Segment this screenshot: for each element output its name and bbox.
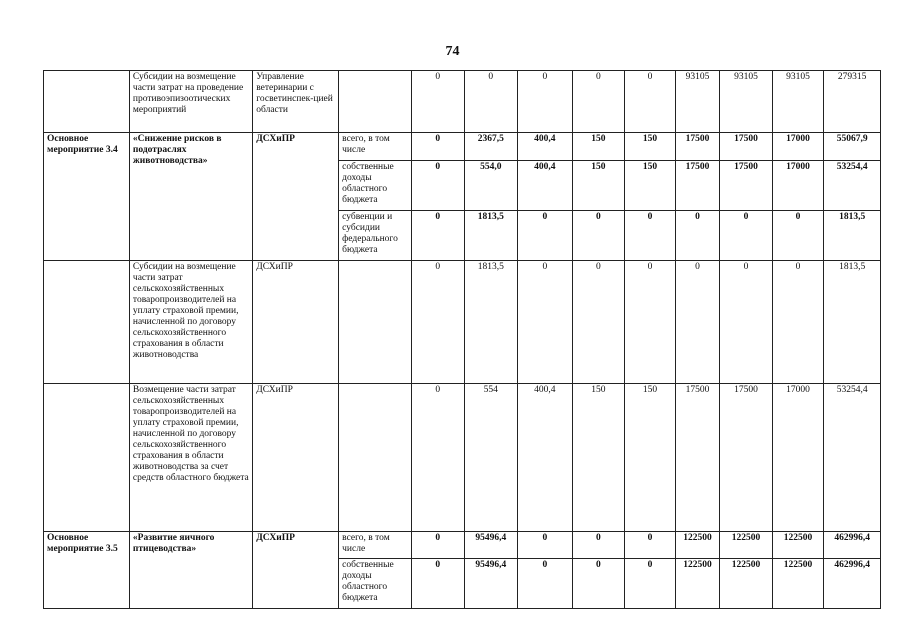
value-cell: 0 (625, 261, 676, 384)
value-cell: 0 (625, 211, 676, 261)
measure-name-cell: Субсидии на возмещение части затрат на проведение противоэпизоотических мероприятий (129, 71, 252, 133)
value-cell: 0 (518, 261, 573, 384)
value-cell: 0 (572, 559, 625, 609)
value-cell: 0 (518, 532, 573, 559)
value-cell: 150 (625, 133, 676, 161)
value-cell: 0 (464, 71, 518, 133)
value-cell: 2367,5 (464, 133, 518, 161)
value-cell: 0 (625, 71, 676, 133)
value-cell: 0 (772, 211, 824, 261)
event-cell (44, 384, 130, 532)
value-cell: 0 (720, 211, 773, 261)
value-cell: 95496,4 (464, 559, 518, 609)
funding-source-cell: собственные доходы областного бюджета (339, 559, 412, 609)
table-row (44, 71, 881, 133)
funding-source-cell (339, 384, 412, 532)
value-cell: 554,0 (464, 161, 518, 211)
table-row (44, 384, 881, 532)
value-cell: 0 (411, 211, 464, 261)
value-cell: 462996,4 (824, 559, 881, 609)
value-cell: 0 (411, 261, 464, 384)
value-cell: 0 (572, 532, 625, 559)
measure-name-cell: «Снижение рисков в подотраслях животноводства» (129, 133, 252, 261)
value-cell: 1813,5 (824, 211, 881, 261)
value-cell: 1813,5 (464, 211, 518, 261)
value-cell: 0 (675, 261, 719, 384)
value-cell: 0 (572, 71, 625, 133)
event-cell: Основное мероприятие 3.4 (44, 133, 130, 261)
value-cell: 554 (464, 384, 518, 532)
value-cell: 0 (411, 133, 464, 161)
value-cell: 1813,5 (824, 261, 881, 384)
value-cell: 93105 (675, 71, 719, 133)
measure-name-cell: «Развитие яичного птицеводства» (129, 532, 252, 609)
table-row (44, 261, 881, 384)
value-cell: 17500 (720, 133, 773, 161)
value-cell: 150 (572, 384, 625, 532)
event-cell (44, 71, 130, 133)
value-cell: 0 (675, 211, 719, 261)
value-cell: 53254,4 (824, 384, 881, 532)
value-cell: 150 (625, 161, 676, 211)
value-cell: 122500 (720, 559, 773, 609)
value-cell: 279315 (824, 71, 881, 133)
value-cell: 400,4 (518, 133, 573, 161)
value-cell: 0 (411, 559, 464, 609)
budget-table (43, 70, 881, 609)
value-cell: 400,4 (518, 161, 573, 211)
value-cell: 150 (572, 133, 625, 161)
value-cell: 0 (625, 532, 676, 559)
value-cell: 0 (572, 211, 625, 261)
value-cell: 0 (411, 384, 464, 532)
value-cell: 400,4 (518, 384, 573, 532)
funding-source-cell: всего, в том числе (339, 133, 412, 161)
value-cell: 0 (411, 161, 464, 211)
value-cell: 150 (572, 161, 625, 211)
funding-source-cell: субвенции и субсидии федерального бюджета (339, 211, 412, 261)
measure-name-cell: Субсидии на возмещение части затрат сельскохозяйственных товаропроизводителей на уплату страховой премии, начисленной по договору сельскохозяйственного страхования в области животноводства (129, 261, 252, 384)
value-cell: 0 (572, 261, 625, 384)
value-cell: 0 (772, 261, 824, 384)
value-cell: 0 (518, 71, 573, 133)
value-cell: 122500 (675, 559, 719, 609)
value-cell: 122500 (720, 532, 773, 559)
event-cell: Основное мероприятие 3.5 (44, 532, 130, 609)
value-cell: 0 (518, 211, 573, 261)
funding-source-cell: собственные доходы областного бюджета (339, 161, 412, 211)
value-cell: 0 (720, 261, 773, 384)
table-row (44, 532, 881, 559)
value-cell: 55067,9 (824, 133, 881, 161)
executor-cell: Управление ветеринарии с госветинспек-цией области (253, 71, 339, 133)
event-cell (44, 261, 130, 384)
value-cell: 122500 (675, 532, 719, 559)
page-number: 74 (445, 44, 460, 59)
executor-cell: ДСХиПР (253, 384, 339, 532)
value-cell: 462996,4 (824, 532, 881, 559)
executor-cell: ДСХиПР (253, 133, 339, 261)
value-cell: 17500 (675, 161, 719, 211)
funding-source-cell: всего, в том числе (339, 532, 412, 559)
value-cell: 0 (411, 71, 464, 133)
value-cell: 1813,5 (464, 261, 518, 384)
value-cell: 0 (625, 559, 676, 609)
value-cell: 17500 (720, 384, 773, 532)
funding-source-cell (339, 261, 412, 384)
value-cell: 17500 (675, 384, 719, 532)
value-cell: 95496,4 (464, 532, 518, 559)
value-cell: 53254,4 (824, 161, 881, 211)
value-cell: 122500 (772, 559, 824, 609)
table-row (44, 133, 881, 161)
value-cell: 17000 (772, 384, 824, 532)
value-cell: 17000 (772, 161, 824, 211)
value-cell: 0 (518, 559, 573, 609)
value-cell: 17500 (675, 133, 719, 161)
value-cell: 93105 (772, 71, 824, 133)
value-cell: 17000 (772, 133, 824, 161)
executor-cell: ДСХиПР (253, 532, 339, 609)
value-cell: 150 (625, 384, 676, 532)
value-cell: 93105 (720, 71, 773, 133)
value-cell: 122500 (772, 532, 824, 559)
value-cell: 0 (411, 532, 464, 559)
measure-name-cell: Возмещение части затрат сельскохозяйственных товаропроизводителей на уплату страховой премии, начисленной по договору сельскохозяйственного страхования в области животноводства за счет средств областного бюджета (129, 384, 252, 532)
executor-cell: ДСХиПР (253, 261, 339, 384)
value-cell: 17500 (720, 161, 773, 211)
funding-source-cell (339, 71, 412, 133)
